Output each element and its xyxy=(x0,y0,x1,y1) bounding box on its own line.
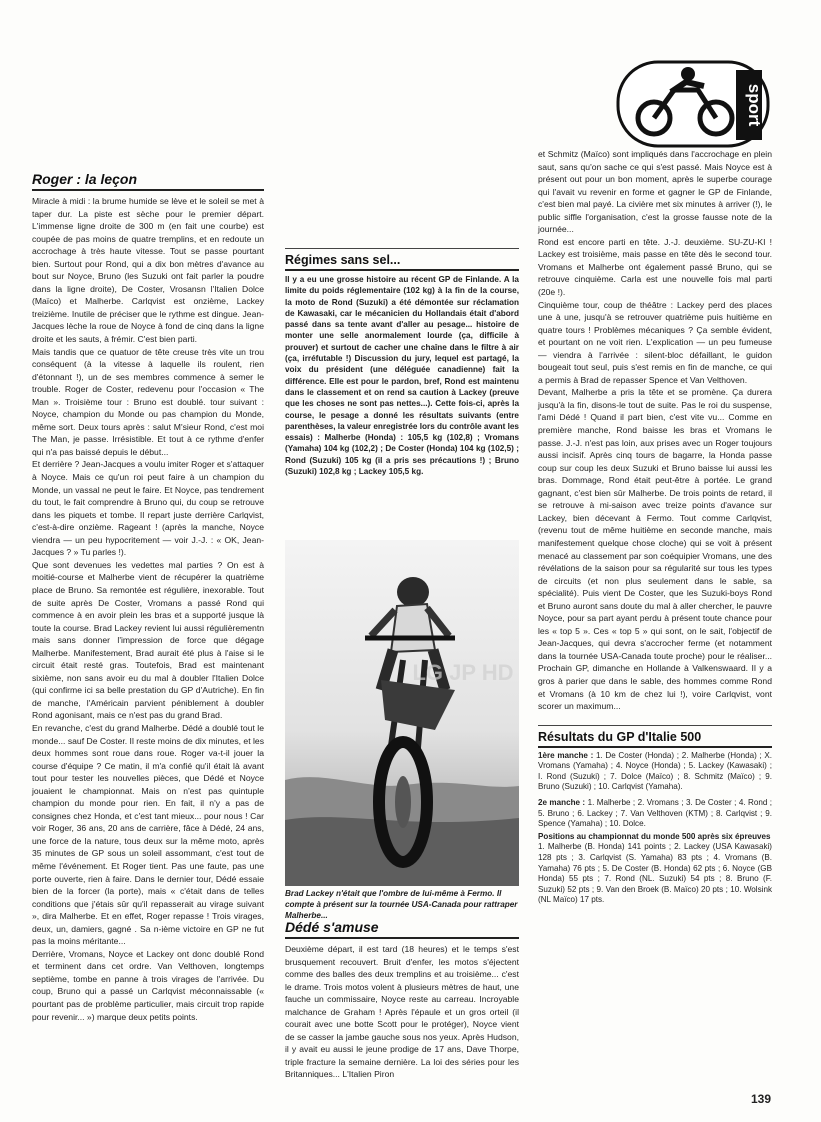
column-3 xyxy=(538,148,772,906)
heading-rule xyxy=(32,189,264,191)
box-rule-top xyxy=(538,725,772,726)
dede-paragraph: et Schmitz (Maïco) sont impliqués dans l'accrochage en plein saut, sans qu'on sache ce qui s'est passé. Mais Noyce est à présent out pour un bon moment, après le superbe courage qui l'avait vu revenir en forme et gagner le GP de Finlande, c'est bien mal payé. La civière met six minutes à arriver (!), le public siffle l'organisation, c'est la grosse fausse note de la journée... xyxy=(538,149,772,235)
first-race-text: 1. De Coster (Honda) ; 2. Malherbe (Honda) ; X. Vromans (Yamaha) ; 4. Noyce (Honda) ; 5. Lackey (Kawasaki) ; I. Rond (Suzuki) ; 7. Dolce (Maïco) ; 8. Schmitz (Maïco) ; 9. Bruno (Suzuki) ; 10. Carlqvist (Yamaha). xyxy=(538,750,773,792)
dede-section xyxy=(285,918,519,1081)
second-race-text: 1. Malherbe ; 2. Vromans ; 3. De Coster ; 4. Rond ; 5. Bruno ; 6. Lackey ; 7. Van Velthoven (KTM) ; 8. Carlqvist ; 9. Spence (Yamaha) ; 10. Dolce. xyxy=(538,797,773,829)
roger-paragraph: Et derrière ? Jean-Jacques a voulu imiter Roger et s'attaquer à Noyce. Mais ce qu'un roi peut faire à un champion du Monde, un vassal ne peut le faire. Et Noyce, pas tendrement du tout, le fait comprendre à Bruno qui, du coup se retrouve dans les piquets et tombe. Il repart juste derrière Carlqvist, c'est-à-dire onzième. Rageant ! (après la manche, Noyce viendra — un peu hypocritement — voir J.-J. : « OK, Jean-Jacques ? » Tu parles !). xyxy=(32,459,264,558)
column-2 xyxy=(285,148,519,477)
box-rule-top xyxy=(285,248,519,249)
motocross-photo xyxy=(285,540,519,886)
dede-paragraph: Cinquième tour, coup de théâtre : Lackey perd des places une à une, jusqu'à se retrouver quatrième puis huitième en quatre tours ! Problèmes mécaniques ? Ça semble évident, et pourtant on ne voit rien. L'explication — un peu fumeuse — viendra à l'arrivée : silent-bloc défaillant, le guidon bougeait tout seul, puis s'est remis en fin de manche, ce qui a permis à Brad de repasser Spence et Van Velthoven. xyxy=(538,299,772,385)
first-race-label: 1ère manche : xyxy=(538,750,594,760)
heading-rule xyxy=(285,937,519,939)
results-heading: Résultats du GP d'Italie 500 xyxy=(538,729,702,744)
championship-standings xyxy=(538,832,772,906)
dede-paragraph: Rond est encore parti en tête. J.-J. deuxième. SU-ZU-KI ! Lackey est troisième, mais passe en tête dès le second tour. Vromans et Malherbe ont également passé Bruno, qui se retrouve cinquième. Carla est une nouvelle fois mal parti (20e !). xyxy=(538,236,772,298)
results-second-race xyxy=(538,798,772,830)
photo-caption: Brad Lackey n'était que l'ombre de lui-même à Fermo. Il compte à présent sur la tournée USA-Canada pour rattraper Malherbe... xyxy=(285,889,518,920)
results-first-race xyxy=(538,751,772,793)
box-rule xyxy=(285,269,519,271)
dede-heading: Dédé s'amuse xyxy=(285,919,379,935)
photo-watermark: LG JP HD xyxy=(412,660,514,685)
column-1 xyxy=(32,170,264,1023)
regimes-text: Il y a eu une grosse histoire au récent GP de Finlande. A la limite du poids réglementaire (102 kg) à la fin de la course, la moto de Rond (Suzuki) a été démontée sur réclamation de Kawasaki, car le mécanicien du Hollandais était d'abord passé dans sa tente avant d'aller au pesage... histoire de monter une selle anormalement lourde (ça, difficile à prouver) et surtout de cacher une chaîne dans le filtre à air (ça, irréfutable !) Discussion du jury, lequel est partagé, la voix du président (une déléguée canadienne) fait la différence. Elle est pour le pardon, bref, Rond est maintenu dans le classement et on rend sa caution à Lackey (preuve que les choses ne sont pas nettes...). Cette fois-ci, après la course, le pesage a donné les résultats suivants (entre parenthèses, la valeur enregistrée lors du contrôle avant les essais) : Malherbe (Honda) : 105,5 kg (102,8) ; Vromans (Yamaha) 104 kg (102,2) ; De Coster (Honda) 104 kg (102,5) ; Rond (Suzuki) 105 kg (il a pris ses précautions !) ; Bruno (Suzuki) 102,8 kg ; Lackey 105,5 kg. xyxy=(285,275,519,477)
regimes-heading: Régimes sans sel... xyxy=(285,253,401,267)
roger-paragraph: Miracle à midi : la brume humide se lève et le soleil se met à taper dur. La piste est sèche pour le premier départ. L'immense ligne droite de 300 m (en fait une courbe) est coupée de pas moins de quatre tremplins, et en redoute un accrochage à très haute vitesse. Tout se passe pourtant bien. Surtout pour Rond, qui a dix bon mètres d'avance au bout sur Noyce, Bruno (les Suzuki ont fait parler la poudre dans la ligne droite), De Coster, Vrosansn l'Italien Dolce (Maïco) et Malherbe. Carlqvist est onzième, Lackey treizième. Inutile de préciser que le rythme est dingue. Jean-Jacques lèche la roue de Noyce à fond de cinq dans la ligne droite et les sauts, à frémir. C'est bien parti. xyxy=(32,196,264,345)
roger-paragraph: En revanche, c'est du grand Malherbe. Dédé a doublé tout le monde... sauf De Coster. Il reste moins de dix minutes, et les deux hommes sont roue dans roue. Roger va-t-il jouer la course d'équipe ? Ce matin, il m'a confié qu'il était là avant tout pour tester les nouvelles pièces, que Dédé et Noyce jouaient le championnat. Mais on n'est pas quintuple champion du monde pour rien. En fait, il n'y a pas de consignes chez Honda, et c'est tant mieux... pour nous ! Car voir Roger, 36 ans, 20 ans de carrière, fâce à Dédé, 24 ans, une force de la nature, tous deux sur la même moto, après 35 minutes de GP sous un soleil assommant, c'est tout de même l'événement. Et Roger tient. Pas une faute, pas une porte ouverte, rien à faire. Dans le dernier tour, Dédé essaie bien de la forcer (la porte), mais « c'était dans de telles conditions que j'étais sûr qu'il repasserait au virage suivant », dira Malherbe. Et en effet, Roger repasse ! Trois virages, deux, un, damiers, gagné . Sa n-ième victoire en GP ne fut pas la moins méritante... xyxy=(32,722,264,947)
dede-paragraph: Deuxième départ, il est tard (18 heures) et le temps s'est brusquement recouvert. Bruit d'enfer, les motos s'éjectent comme des balles des deux tremplins et au troisième... c'est le drame. Trois motos volent à plusieurs mètres de haut, une fauche un commissaire, Noyce reste au carreau. Incroyable malchance de Graham ! Après l'épaule et un gros orteil (il courait avec une botte Scott pour le protéger), Noyce vient de se casser la jambe gauche sous nos yeux. Après Hudson, il y avait eu aussi le jeune prodige de 17 ans, Dave Thorpe, triple fracture la semaine dernière. La loi des séries pour les Britanniques... L'Italien Piron xyxy=(285,944,519,1080)
roger-heading: Roger : la leçon xyxy=(32,171,138,187)
second-race-label: 2e manche : xyxy=(538,797,586,807)
roger-paragraph: Derrière, Vromans, Noyce et Lackey ont donc doublé Rond et terminent dans cet ordre. Van Velthoven, longtemps septième, tombe en panne à trois virages de l'arrivée. Du coup, Bruno qui a passé un Carlqvist méconnaissable (« pourtant pas de problème particulier, mais circuit trop rapide pour revenir... ») marque deux petits points. xyxy=(32,948,264,1022)
box-rule xyxy=(538,746,772,748)
sport-section-logo xyxy=(616,60,774,152)
dede-paragraph: Devant, Malherbe a pris la tête et se promène. Ça durera jusqu'à la fin, disons-le tout de suite. Pas le roi du suspense, l'ami Dédé ! Quand il part bien, c'est vite vu... Comme en première manche, Rond baisse les bras et Vromans le passe. J.-J. n'est pas loin, aux prises avec un Roger toujours aussi incisif. Après cinq tours de bagarre, la Honda passe coup sur coup les deux Suzuki et Bruno baisse lui aussi les bras. Dommage, Rond était peut-être à portée. Le grand gagnant, c'est bien sûr Malherbe. De trois points de retard, il se retrouve à mi-saison avec treize points d'avance sur Lackey, bien décevant à Fermo. Tout comme Carlqvist, (revenu tout de même huitième en seconde manche, mais manifestement quelque chose cloche) qui se voit à présent menacé au classement par son coéquipier Vromans, une des révélations de la saison pour sa régularité sur tous les types de circuits (et non plus seulement dans le sable, sa spécialité). Puis vient De Coster, que les Suzuki-boys Rond et Bruno auront sans doute du mal à aller chercher, le pauvre Noyce, pour sa part ayant perdu à présent toute chance pour les « top 5 ». Ces « top 5 » qui sont, on le sait, l'objectif de Jean-Jacques, qui devra s'accrocher ferme (et notamment dans la tournée USA-Canada toute proche) pour le réaliser... Prochain GP, dimanche en Hollande à Valkenswaard. Il y a gros à parier que dans le sable, des hommes comme Rond et Vromans (à 10 km de chez lui !), voire Carlqvist, vont scorer un maximum... xyxy=(538,387,772,712)
standings-label: Positions au championnat du monde 500 après six épreuves xyxy=(538,831,771,841)
roger-paragraph: Que sont devenues les vedettes mal parties ? On est à moitié-course et Malherbe vient de récupérer la quatrième place de Bruno. Sa remontée est régulière, inexorable. Tout de suite après De Coster, Vromans a passé Rond qui commence à en avoir plein les bras et a supporté jusque là toute la course. Brad Lackey revient lui aussi régulièrementn mais sans donner l'impression de force que dégage Malherbe. Manifestement, Brad aurait été plus à l'aise si le circuit était resté gras. Toutefois, Brad est maintenant sixième, non sans avoir eu du mal à doubler l'Italien Dolce (qui confirme ici sa belle prestation du GP d'Autriche). En fin de manche, l'Américain parvient péniblement à doubler Rond agonisant, mais ce n'est pas du grand Brad. xyxy=(32,559,264,721)
standings-text: 1. Malherbe (B. Honda) 141 points ; 2. Lackey (USA Kawasaki) 128 pts ; 3. Carlqvist (S. Yamaha) 83 pts ; 4. Vromans (B. Yamaha) 76 pts ; 5. De Coster (B. Honda) 62 pts ; 6. Noyce (GB Honda) 55 pts ; 7. Rond (NL. Suzuki) 54 pts ; 8. Bruno (F. Suzuki) 52 pts ; 9. Van den Broek (B. Maïco) 20 pts ; 10. Wolsink (NL Maïco) 17 pts. xyxy=(538,842,772,905)
roger-paragraph: Mais tandis que ce quatuor de tête creuse très vite un trou conséquent (à la vitesse à laquelle ils roulent, rien d'étonnant !), un de ses membres commence à semer le trouble. Roger de Coster, redevenu pour l'occasion « The Man ». Troisième tour : Bruno est doublé. tour suivant : Noyce, champion du Monde ou pas champion du Monde, même sort. Deux tours après : salut M'sieur Rond, c'est moi The Man, je passe. Irrésistible. Et tout à ce rythme d'enfer qui n'a pas baissé depuis le début... xyxy=(32,346,264,457)
sport-logo-text: sport xyxy=(745,83,764,127)
page-number: 139 xyxy=(750,1092,771,1106)
